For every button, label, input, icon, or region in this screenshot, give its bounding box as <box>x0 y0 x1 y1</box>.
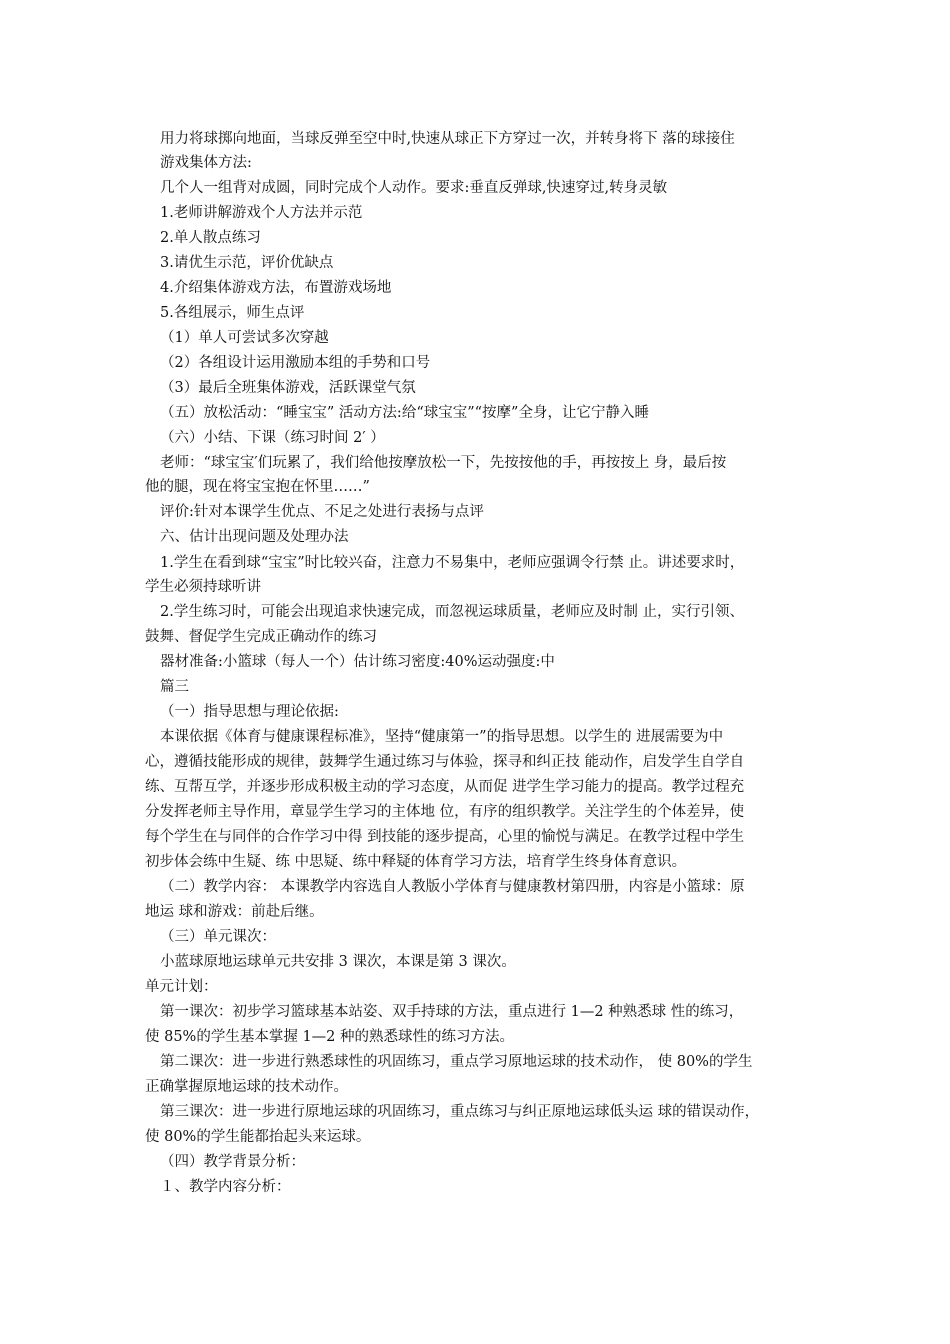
text-line: 1.学生在看到球“宝宝”时比较兴奋，注意力不易集中，老师应强调令行禁 止。讲述要求时， <box>160 555 745 571</box>
text-line: 分发挥老师主导作用，章显学生学习的主体地 位，有序的组织教学。关注学生的个体差异，使 <box>145 804 745 820</box>
text-line: （五）放松活动：“睡宝宝” 活动方法:给“球宝宝”“按摩”全身，让它宁静入睡 <box>160 405 649 421</box>
text-line: 2.学生练习时，可能会出现追求快速完成，而忽视运球质量，老师应及时制 止，实行引领、 <box>160 604 744 620</box>
text-line: 单元计划： <box>145 979 218 995</box>
text-line: 5.各组展示，师生点评 <box>160 305 305 321</box>
text-line: 心，遵循技能形成的规律，鼓舞学生通过练习与体验，探寻和纠正技 能动作，启发学生自学自 <box>145 754 745 770</box>
text-line: （三）单元课次： <box>160 929 276 945</box>
text-line: 练、互帮互学，并逐步形成积极主动的学习态度，从而促 进学生学习能力的提高。教学过程充 <box>145 779 745 795</box>
text-line: 第三课次：进一步进行原地运球的巩固练习，重点练习与纠正原地运球低头运 球的错误动作， <box>160 1104 760 1120</box>
text-line: 使 80%的学生能都抬起头来运球。 <box>145 1129 371 1145</box>
text-line: 4.介绍集体游戏方法，布置游戏场地 <box>160 280 392 296</box>
text-line: （1）单人可尝试多次穿越 <box>160 330 329 346</box>
text-line: 使 85%的学生基本掌握 1—2 种的熟悉球性的练习方法。 <box>145 1029 515 1045</box>
section-heading: 篇三 <box>160 679 189 695</box>
text-line: 学生必须持球听讲 <box>145 579 261 595</box>
text-line: 用力将球掷向地面，当球反弹至空中时,快速从球正下方穿过一次，并转身将下 落的球接住 <box>160 131 735 147</box>
text-line: 本课依据《体育与健康课程标准》，坚持“健康第一”的指导思想。以学生的 进展需要为中 <box>160 729 724 745</box>
text-line: （3）最后全班集体游戏，活跃课堂气氛 <box>160 380 416 396</box>
text-line: 3.请优生示范，评价优缺点 <box>160 255 334 271</box>
text-line: 老师：“球宝宝′们玩累了，我们给他按摩放松一下，先按按他的手，再按按上 身，最后按 <box>160 455 727 471</box>
text-line: 2.单人散点练习 <box>160 230 261 246</box>
text-line: 游戏集体方法: <box>160 155 252 171</box>
text-line: 第二课次：进一步进行熟悉球性的巩固练习，重点学习原地运球的技术动作， 使 80%的学生 <box>160 1054 753 1070</box>
text-line: １、教学内容分析： <box>160 1179 291 1195</box>
text-line: 1.老师讲解游戏个人方法并示范 <box>160 205 363 221</box>
text-line: （六）小结、下课（练习时间 2′ ） <box>160 430 385 446</box>
text-line: 器材准备:小篮球（每人一个）估计练习密度:40%运动强度:中 <box>160 654 555 670</box>
text-line: 正确掌握原地运球的技术动作。 <box>145 1079 348 1095</box>
text-line: 地运 球和游戏：前赴后继。 <box>145 904 324 920</box>
text-line: 几个人一组背对成圆，同时完成个人动作。要求:垂直反弹球,快速穿过,转身灵敏 <box>160 180 668 196</box>
text-line: 六、估计出现问题及处理办法 <box>160 529 349 545</box>
text-line: 他的腿，现在将宝宝抱在怀里……” <box>145 479 370 495</box>
text-line: （四）教学背景分析： <box>160 1154 305 1170</box>
text-line: （2）各组设计运用激励本组的手势和口号 <box>160 355 431 371</box>
text-line: 第一课次：初步学习篮球基本站姿、双手持球的方法，重点进行 1—2 种熟悉球 性的练习， <box>160 1004 744 1020</box>
text-line: （二）教学内容： 本课教学内容选自人教版小学体育与健康教材第四册，内容是小篮球：原 <box>160 879 745 895</box>
text-line: （一）指导思想与理论依据: <box>160 704 339 720</box>
text-line: 鼓舞、督促学生完成正确动作的练习 <box>145 629 377 645</box>
text-line: 小蓝球原地运球单元共安排 3 课次，本课是第 3 课次。 <box>160 954 516 970</box>
text-line: 初步体会练中生疑、练 中思疑、练中释疑的体育学习方法，培育学生终身体育意识。 <box>145 854 687 870</box>
text-line: 每个学生在与同伴的合作学习中得 到技能的逐步提高，心里的愉悦与满足。在教学过程中学生 <box>145 829 745 845</box>
text-line: 评价:针对本课学生优点、不足之处进行表扬与点评 <box>160 504 484 520</box>
